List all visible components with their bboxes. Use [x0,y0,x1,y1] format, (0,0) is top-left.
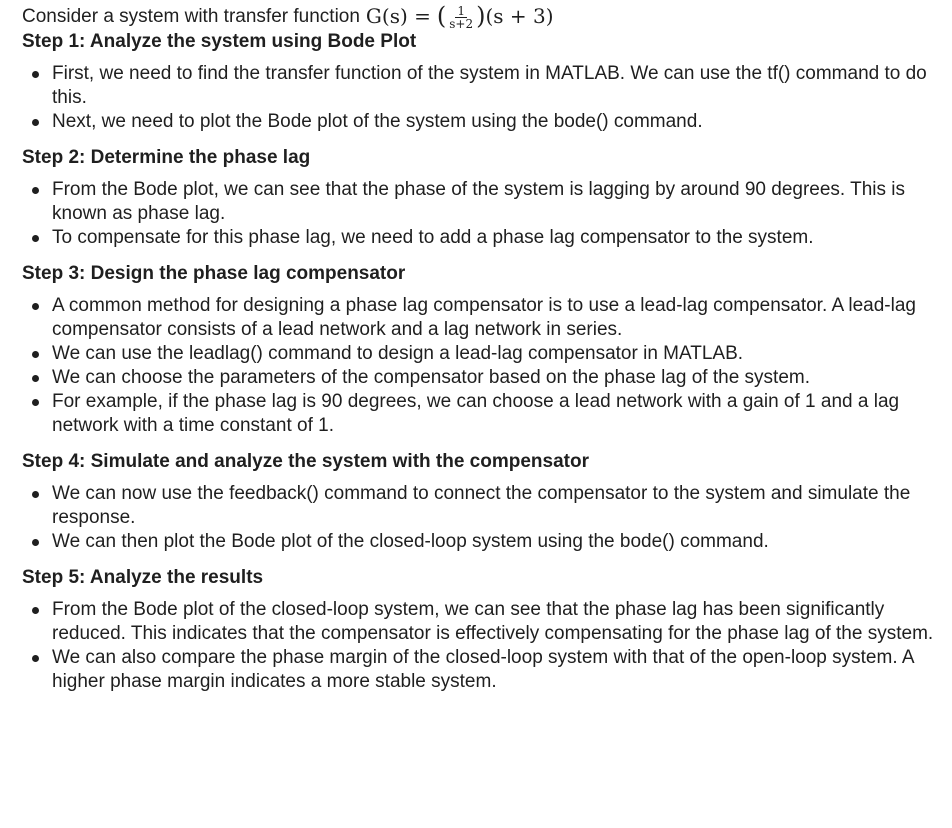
step-4-section [22,450,942,554]
transfer-function-formula: G(s) = ( $\frac{1}{s+2}$ ) (s + 3) [365,2,554,31]
list-item: We can also compare the phase margin of the closed-loop system with that of the open-loop system. A higher phase margin indicates a more stable system. [22,646,942,694]
step-5-heading: Step 5: Analyze the results [22,567,264,588]
list-item: From the Bode plot of the closed-loop system, we can see that the phase lag has been significantly reduced. This indicates that the compensator is effectively compensating for the phase lag of the system. [22,598,942,646]
list-item: First, we need to find the transfer function of the system in MATLAB. We can use the tf() command to do this. [22,62,942,110]
list-item: A common method for designing a phase lag compensator is to use a lead-lag compensator. A lead-lag compensator consists of a lead network and a lag network in series. [22,294,942,342]
formula-lhs: G(s) = [365,4,431,28]
step-3-list [22,294,942,438]
step-1-heading: Step 1: Analyze the system using Bode Plot [22,31,417,52]
list-item: Next, we need to plot the Bode plot of the system using the bode() command. [22,110,942,134]
step-5-list [22,598,942,694]
step-4-heading: Step 4: Simulate and analyze the system with the compensator [22,451,589,472]
list-item: We can then plot the Bode plot of the closed-loop system using the bode() command. [22,530,942,554]
step-2-heading: Step 2: Determine the phase lag [22,147,311,168]
step-5-section [22,566,942,694]
step-3-section [22,262,942,438]
intro-text: Consider a system with transfer function [22,6,360,27]
step-1-section [22,30,942,134]
list-item: We can choose the parameters of the compensator based on the phase lag of the system. [22,366,942,390]
formula-fraction [447,5,475,30]
answer-document [22,4,942,694]
formula-denominator: s+2 [449,16,474,31]
intro-line [22,4,942,30]
list-item: For example, if the phase lag is 90 degrees, we can choose a lead network with a gain of 1 and a lag network with a time constant of 1. [22,390,942,438]
step-1-list [22,62,942,134]
formula-numerator: 1 [457,3,466,18]
step-4-list [22,482,942,554]
step-2-list [22,178,942,250]
formula-rhs: (s + 3) [485,4,554,28]
list-item: To compensate for this phase lag, we need to add a phase lag compensator to the system. [22,226,942,250]
list-item: From the Bode plot, we can see that the phase of the system is lagging by around 90 degrees. This is known as phase lag. [22,178,942,226]
list-item: We can use the leadlag() command to design a lead-lag compensator in MATLAB. [22,342,942,366]
step-2-section [22,146,942,250]
step-3-heading: Step 3: Design the phase lag compensator [22,263,406,284]
list-item: We can now use the feedback() command to connect the compensator to the system and simulate the response. [22,482,942,530]
